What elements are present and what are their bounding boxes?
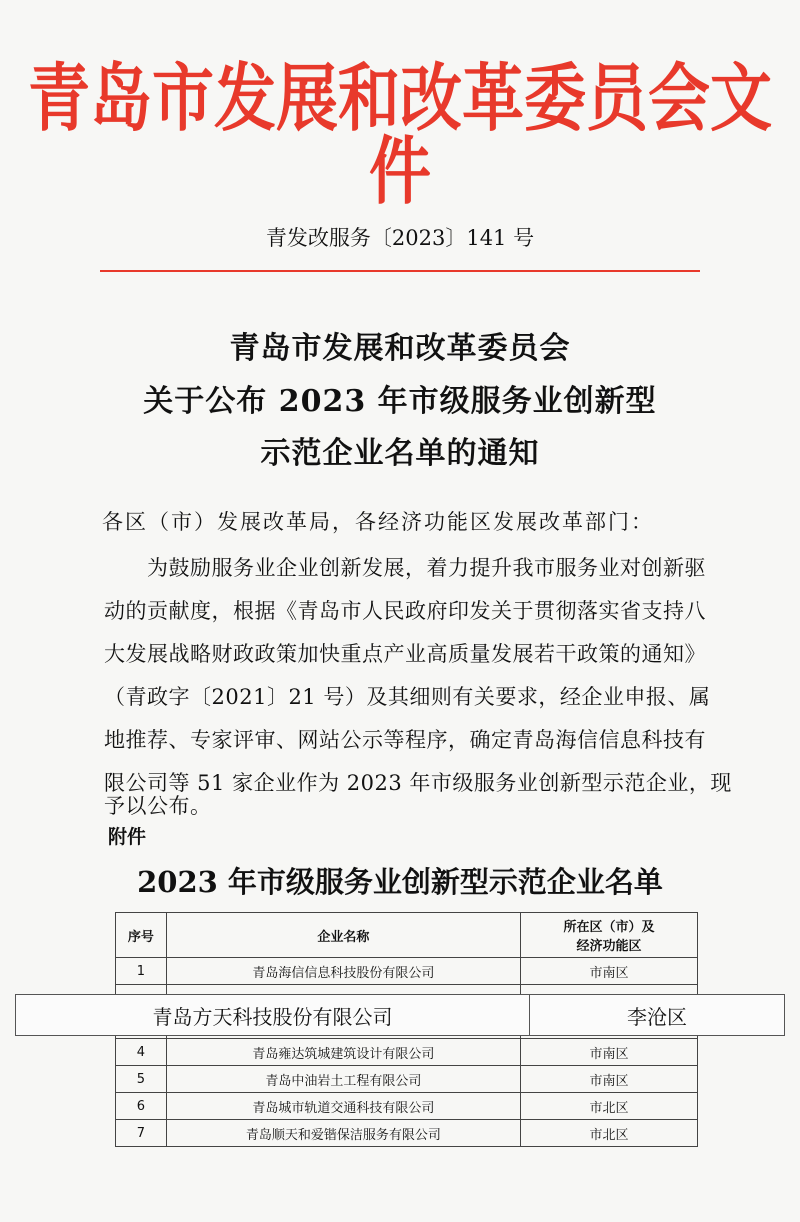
highlighted-company-name: 青岛方天科技股份有限公司 (16, 995, 530, 1035)
column-header-number: 序号 (116, 913, 167, 958)
row-number: 4 (116, 1039, 167, 1066)
body-line: （青政字〔2021〕21 号）及其细则有关要求，经企业申报、属 (104, 685, 711, 709)
row-district: 市北区 (521, 1120, 698, 1147)
table-row (116, 1120, 698, 1147)
row-company: 青岛海信信息科技股份有限公司 (166, 958, 520, 985)
highlighted-company-district: 李沧区 (627, 1004, 687, 1029)
notice-title-line-1: 青岛市发展和改革委员会 (229, 331, 571, 366)
body-line: 为鼓励服务业企业创新发展，着力提升我市服务业对创新驱 (104, 556, 706, 580)
row-district: 市南区 (521, 958, 698, 985)
body-line: 大发展战略财政政策加快重点产业高质量发展若干政策的通知》 (104, 642, 706, 666)
column-header-district-line-1: 所在区（市）及 (563, 920, 655, 935)
table-header-row (116, 913, 698, 958)
row-number: 1 (116, 958, 167, 985)
row-company: 青岛顺天和爱锴保洁服务有限公司 (166, 1120, 520, 1147)
attachment-label: 附件 (108, 826, 147, 848)
row-company: 青岛雍达筑城建筑设计有限公司 (166, 1039, 520, 1066)
highlighted-company-row (15, 994, 785, 1036)
column-header-company: 企业名称 (166, 913, 520, 958)
row-district: 市南区 (521, 1066, 698, 1093)
table-row (116, 958, 698, 985)
table-row (116, 1039, 698, 1066)
list-title: 2023 年市级服务业创新型示范企业名单 (137, 865, 663, 899)
row-district: 市南区 (521, 1039, 698, 1066)
row-number: 7 (116, 1120, 167, 1147)
red-divider (100, 270, 700, 272)
document-number: 青发改服务〔2023〕141 号 (265, 226, 535, 250)
document-header-title: 青岛市发展和改革委员会文件 (27, 54, 772, 215)
column-header-district (521, 913, 698, 958)
notice-title-line-2: 关于公布 2023 年市级服务业创新型 (143, 384, 657, 419)
notice-title-line-3: 示范企业名单的通知 (260, 436, 540, 471)
row-number: 6 (116, 1093, 167, 1120)
table-row (116, 1066, 698, 1093)
row-company: 青岛中油岩土工程有限公司 (166, 1066, 520, 1093)
body-line: 地推荐、专家评审、网站公示等程序，确定青岛海信信息科技有 (104, 728, 706, 752)
table-row (116, 1093, 698, 1120)
row-district: 市北区 (521, 1093, 698, 1120)
salutation: 各区（市）发展改革局，各经济功能区发展改革部门： (102, 510, 654, 534)
body-line: 动的贡献度，根据《青岛市人民政府印发关于贯彻落实省支持八 (104, 599, 706, 623)
row-company: 青岛城市轨道交通科技有限公司 (166, 1093, 520, 1120)
body-line: 限公司等 51 家企业作为 2023 年市级服务业创新型示范企业，现 (104, 771, 732, 795)
body-line: 予以公布。 (104, 794, 212, 818)
row-number: 5 (116, 1066, 167, 1093)
column-header-district-line-2: 经济功能区 (576, 939, 642, 954)
